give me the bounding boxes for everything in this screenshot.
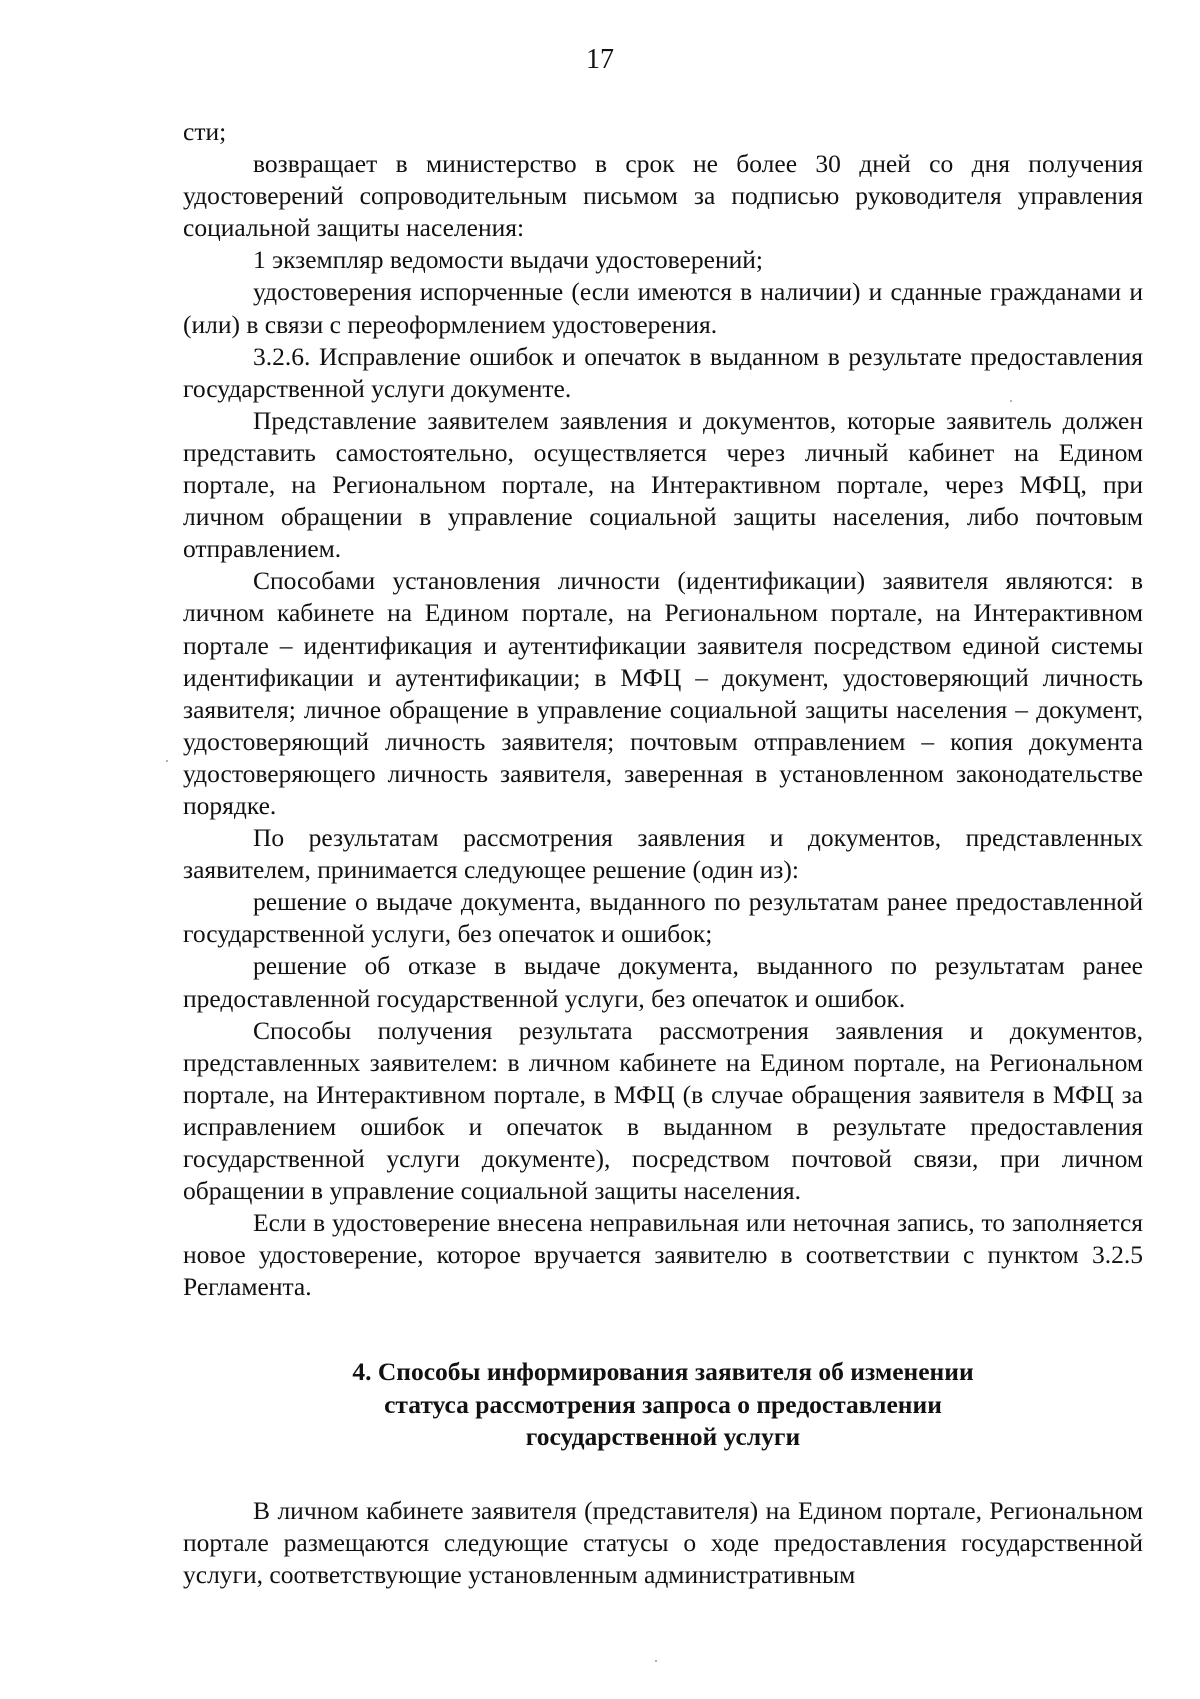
scan-artifact (1010, 400, 1012, 402)
paragraph: Представление заявителем заявления и документов, которые заявитель должен представить самостоятельно, осуществляется через личный кабинет на Едином портале, на Региональном портале, на Интерактивном портале, через МФЦ, при личном обращении в управление социальной защиты населения, либо почтовым отправлением. (183, 405, 1143, 564)
scan-artifact (166, 760, 168, 762)
section-heading-line: 4. Способы информирования заявителя об изменении (352, 1357, 974, 1386)
paragraph: возвращает в министерство в срок не более 30 дней со дня получения удостоверений сопроводительным письмом за подписью руководителя управления социальной защиты населения: (183, 149, 1143, 243)
paragraph: решение об отказе в выдаче документа, выданного по результатам ранее предоставленной государственной услуги, без опечаток и ошибок. (183, 951, 1143, 1013)
page-number: 17 (586, 44, 614, 75)
paragraph: Если в удостоверение внесена неправильная или неточная запись, то заполняется новое удостоверение, которое вручается заявителю в соответствии с пунктом 3.2.5 Регламента. (183, 1208, 1143, 1302)
paragraph: 3.2.6. Исправление ошибок и опечаток в выданном в результате предоставления государственной услуги документе. (183, 341, 1143, 403)
paragraph: По результатам рассмотрения заявления и документов, представленных заявителем, принимается следующее решение (один из): (183, 823, 1143, 885)
paragraph: В личном кабинете заявителя (представителя) на Едином портале, Региональном портале размещаются следующие статусы о ходе предоставления государственной услуги, соответствующие установленным административным (183, 1496, 1143, 1590)
section-body (183, 1495, 1143, 1591)
paragraph: сти; (183, 117, 227, 146)
scan-artifact (655, 1660, 657, 1662)
section-heading-line: государственной услуги (525, 1422, 801, 1451)
paragraph: решение о выдаче документа, выданного по результатам ранее предоставленной государственной услуги, без опечаток и ошибок; (183, 887, 1143, 949)
section-heading-line: статуса рассмотрения запроса о предоставлении (384, 1389, 942, 1419)
paragraph: 1 экземпляр ведомости выдачи удостоверений; (253, 245, 763, 275)
section-heading (183, 1356, 1143, 1454)
paragraph: Способы получения результата рассмотрения заявления и документов, представленных заявителем: в личном кабинете на Едином портале, на Региональном портале, на Интерактивном портале, в МФЦ (в случае обращения заявителя в МФЦ за исправлением ошибок и опечаток в выданном в результате предоставления государственной услуги документе), посредством почтовой связи, при личном обращении в управление социальной защиты населения. (183, 1015, 1143, 1206)
document-body (183, 116, 1143, 1303)
paragraph: Способами установления личности (идентификации) заявителя являются: в личном кабинете на Едином портале, на Региональном портале, на Интерактивном портале – идентификация и аутентификации заявителя посредством единой системы идентификации и аутентификации; в МФЦ – документ, удостоверяющий личность заявителя; личное обращение в управление социальной защиты населения – документ, удостоверяющий личность заявителя; почтовым отправлением – копия документа удостоверяющего личность заявителя, заверенная в установленном законодательстве порядке. (183, 566, 1143, 820)
paragraph: удостоверения испорченные (если имеются в наличии) и сданные гражданами и (или) в связи с переоформлением удостоверения. (183, 277, 1143, 339)
